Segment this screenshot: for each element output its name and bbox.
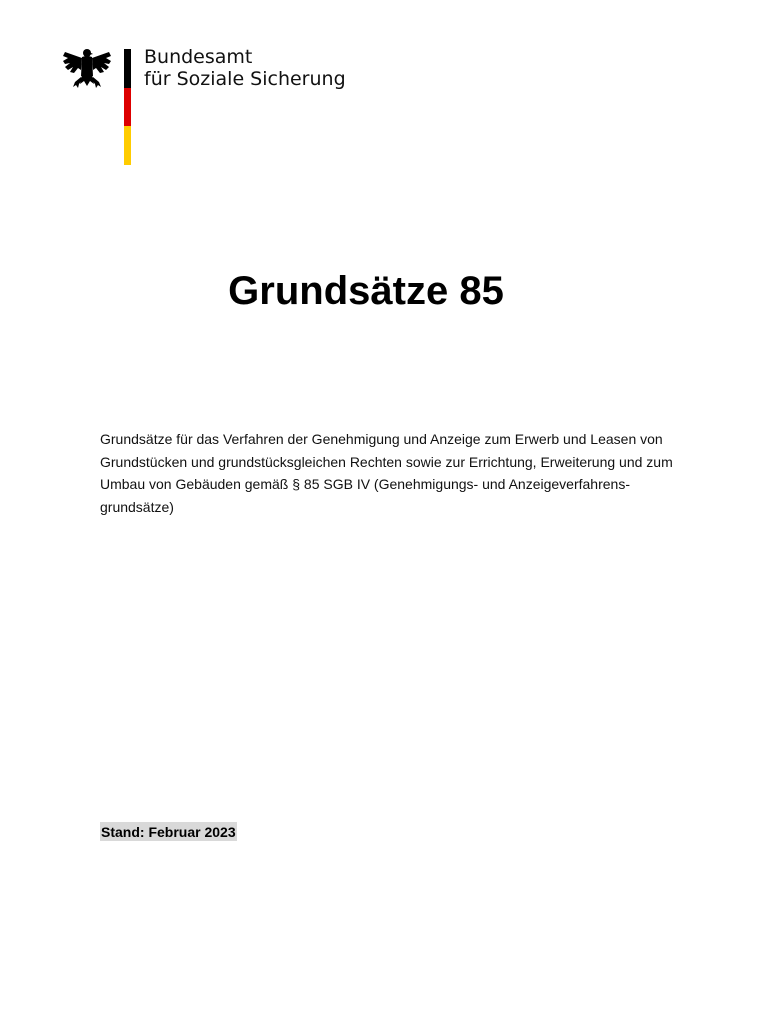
flag-bar: [124, 49, 131, 165]
federal-eagle-icon: [62, 46, 112, 92]
document-title: Grundsätze 85: [228, 269, 504, 313]
document-status: Stand: Februar 2023: [101, 824, 236, 840]
flag-stripe-black: [124, 49, 131, 88]
organization-name-line2: für Soziale Sicherung: [144, 68, 346, 90]
organization-name-line1: Bundesamt: [144, 46, 253, 68]
document-subtitle: Grundsätze für das Verfahren der Genehmigung und Anzeige zum Erwerb und Leasen von Grundstücken und grundstücksgleichen Rechten sowie zur Errichtung, Erweiterung und zum Umbau von Gebäuden gemäß § 85 SGB IV (Genehmigungs- und Anzeigeverfahrens-grundsätze): [100, 431, 673, 515]
flag-stripe-gold: [124, 126, 131, 165]
flag-stripe-red: [124, 88, 131, 127]
organization-logo: [62, 46, 362, 168]
organization-name: [144, 46, 346, 90]
